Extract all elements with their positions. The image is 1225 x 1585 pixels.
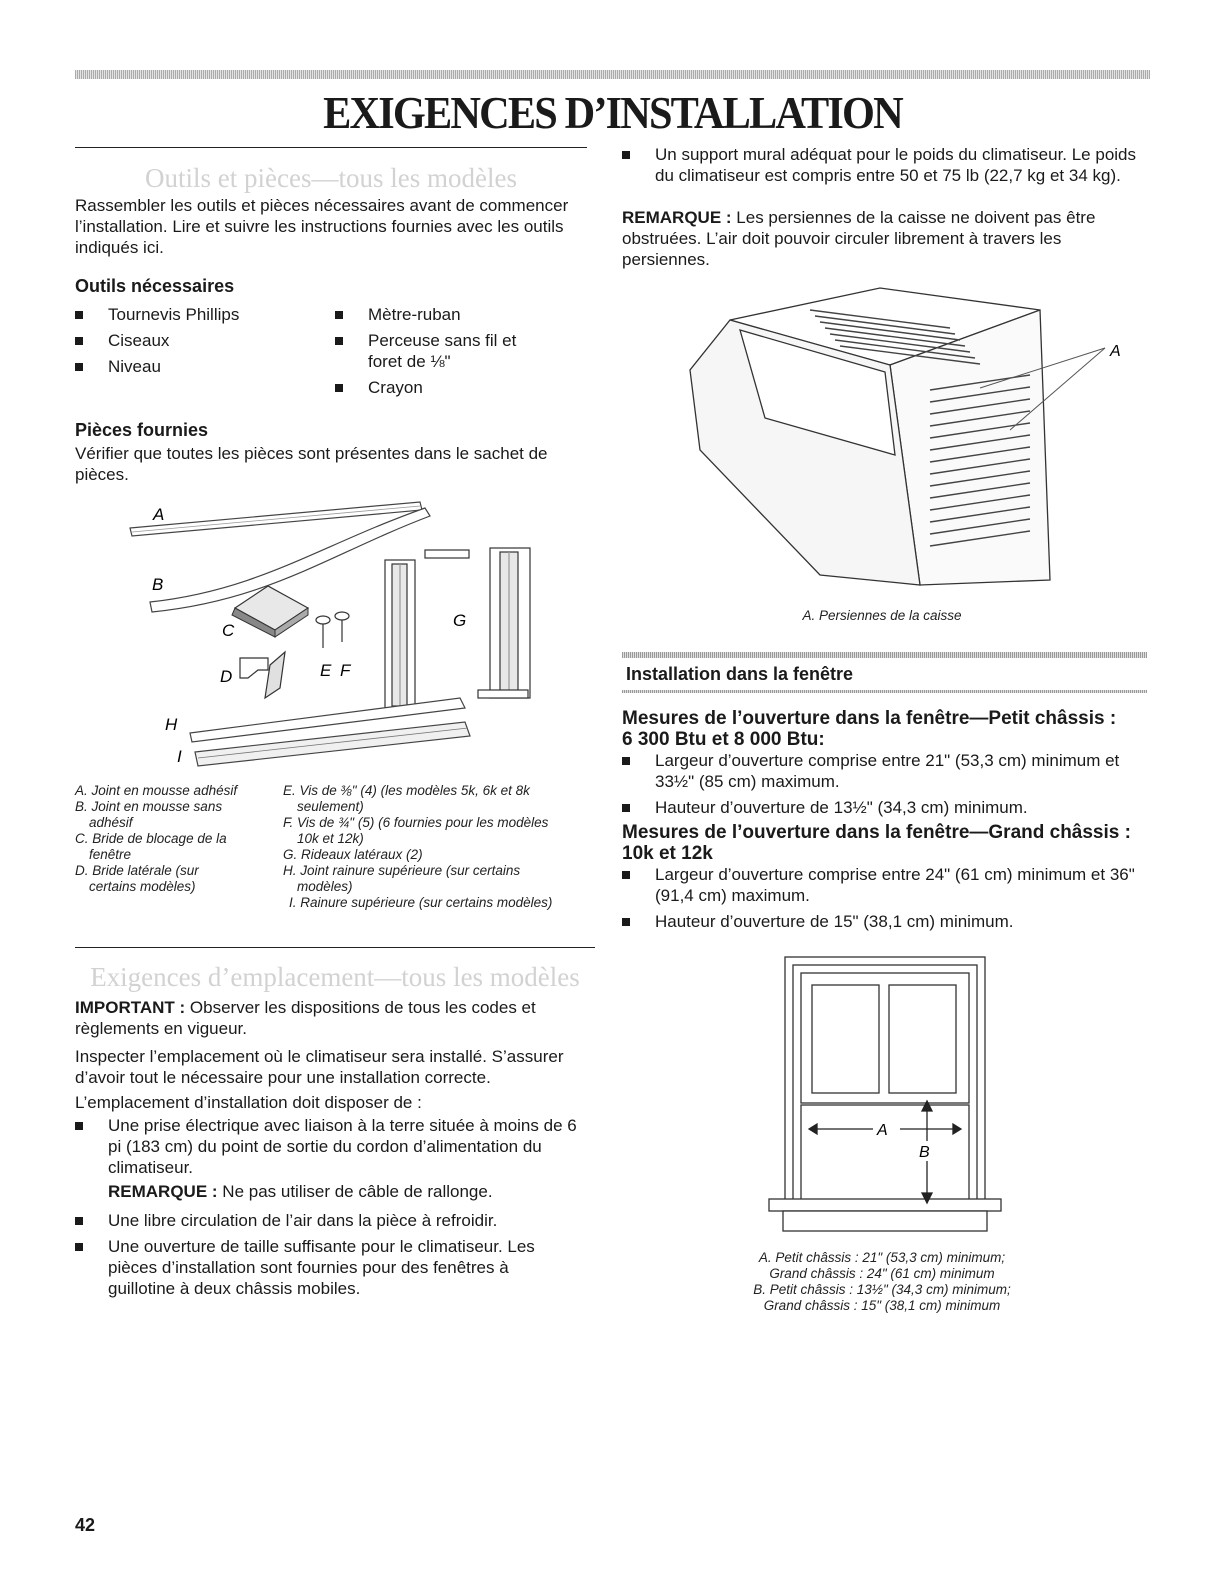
tools-intro: Rassembler les outils et pièces nécessaires avant de commencer l’installation. Lire et suivre les instructions fournies avec les outils indiqués ici.: [75, 196, 569, 257]
note-louvers: [622, 207, 1132, 270]
parts-illustration: [120, 490, 580, 770]
list-item: Une ouverture de taille suffisante pour le climatiseur. Les pièces d’installation sont fournies pour des fenêtres à guillotine à deux châssis mobiles.: [75, 1236, 575, 1299]
tools-section-heading: Outils et pièces—tous les modèles: [145, 163, 517, 193]
top-decorative-bar: [75, 70, 1150, 79]
caption-line: B. Petit châssis : 13½" (34,3 cm) minimum;: [753, 1282, 1011, 1297]
caption-line: G. Rideaux latéraux (2): [283, 847, 423, 862]
heading-line: Mesures de l’ouverture dans la fenêtre—Petit châssis :: [622, 708, 1117, 729]
window-captions: [622, 1250, 1142, 1314]
caption-line: modèles): [297, 879, 353, 894]
location-section-heading: Exigences d’emplacement—tous les modèles: [90, 962, 580, 992]
location-list-1: [75, 1115, 585, 1183]
heading-line: Mesures de l’ouverture dans la fenêtre—Grand châssis :: [622, 822, 1131, 843]
page-title: EXIGENCES D’INSTALLATION: [323, 87, 902, 138]
caption-line: seulement): [297, 799, 364, 814]
list-item: Largeur d’ouverture comprise entre 21" (53,3 cm) minimum et 33½" (85 cm) maximum.: [622, 750, 1147, 792]
note-no-extension: [108, 1181, 588, 1202]
caption-line: F. Vis de ¾" (5) (6 fournies pour les modèles: [283, 815, 549, 830]
caption-line: A. Petit châssis : 21" (53,3 cm) minimum;: [758, 1250, 1006, 1265]
parts-title: Pièces fournies: [75, 420, 209, 440]
caption-line: A. Joint en mousse adhésif: [75, 783, 238, 798]
parts-label-b: B: [152, 575, 164, 594]
note-text: Ne pas utiliser de câble de rallonge.: [217, 1182, 493, 1201]
parts-label-i: I: [177, 747, 182, 766]
parts-label-e: E: [320, 661, 332, 680]
parts-label-d: D: [220, 667, 233, 686]
parts-label-c: C: [222, 621, 235, 640]
list-item: Mètre-ruban: [335, 304, 555, 325]
list-item: Une prise électrique avec liaison à la terre située à moins de 6 pi (183 cm) du point de sortie du cordon d’alimentation du climatiseur.: [75, 1115, 585, 1178]
list-item: Largeur d’ouverture comprise entre 24" (61 cm) minimum et 36" (91,4 cm) maximum.: [622, 864, 1147, 906]
window-label-a: A: [877, 1122, 888, 1139]
caption-line: I. Rainure supérieure (sur certains modèles): [289, 895, 553, 910]
note-label: REMARQUE :: [622, 208, 732, 227]
parts-intro: Vérifier que toutes les pièces sont présentes dans le sachet de pièces.: [75, 444, 548, 484]
list-item: Tournevis Phillips: [75, 304, 295, 325]
grey-divider: [622, 690, 1147, 693]
window-label-b: B: [919, 1144, 930, 1161]
unit-label-a: A: [1110, 343, 1121, 360]
parts-label-a: A: [153, 505, 165, 524]
window-install-title: Installation dans la fenêtre: [626, 664, 854, 684]
note-text: Les persiennes de la caisse ne doivent pas être obstruées. L’air doit pouvoir circuler librement à travers les persiennes.: [622, 208, 1096, 269]
window-illustration: [765, 955, 1005, 1235]
list-item: Crayon: [335, 377, 555, 398]
page-number: 42: [75, 1515, 96, 1535]
caption-line: Grand châssis : 15" (38,1 cm) minimum: [763, 1298, 1001, 1313]
caption-line: H. Joint rainure supérieure (sur certains: [283, 863, 521, 878]
small-sash-list: [622, 750, 1147, 823]
large-sash-list: [622, 864, 1147, 937]
unit-caption: A. Persiennes de la caisse: [802, 608, 962, 623]
caption-line: E. Vis de ⅜" (4) (les modèles 5k, 6k et 8k: [283, 783, 530, 798]
small-sash-heading: [622, 708, 1147, 750]
parts-label-h: H: [165, 715, 178, 734]
caption-line: adhésif: [89, 815, 133, 830]
list-item: Une libre circulation de l’air dans la pièce à refroidir.: [75, 1210, 575, 1231]
important-paragraph: [75, 997, 590, 1039]
wall-support-list: [622, 144, 1142, 191]
caption-line: C. Bride de blocage de la: [75, 831, 227, 846]
inspect-paragraph: Inspecter l’emplacement où le climatiseur sera installé. S’assurer d’avoir tout le nécessaire pour une installation correcte.: [75, 1047, 564, 1087]
tools-list-2: [335, 304, 555, 403]
note-label: REMARQUE :: [108, 1182, 218, 1201]
list-item: Niveau: [75, 356, 295, 377]
air-conditioner-illustration: [680, 280, 1140, 605]
tools-title: Outils nécessaires: [75, 276, 235, 296]
parts-captions-2: [283, 783, 593, 911]
important-label: IMPORTANT :: [75, 998, 186, 1017]
list-item: Hauteur d’ouverture de 15" (38,1 cm) minimum.: [622, 911, 1147, 932]
caption-line: B. Joint en mousse sans: [75, 799, 223, 814]
heading-line: 10k et 12k: [622, 843, 713, 864]
important-text: Observer les dispositions de tous les codes et règlements en vigueur.: [75, 998, 536, 1038]
large-sash-heading: [622, 822, 1147, 864]
caption-line: certains modèles): [89, 879, 196, 894]
tools-list-1: [75, 304, 295, 382]
list-item: Un support mural adéquat pour le poids du climatiseur. Le poids du climatiseur est compris entre 50 et 75 lb (22,7 kg et 34 kg).: [622, 144, 1142, 186]
list-item: Hauteur d’ouverture de 13½" (34,3 cm) minimum.: [622, 797, 1147, 818]
grey-divider: [622, 652, 1147, 658]
parts-captions-1: [75, 783, 280, 895]
parts-label-f: F: [340, 661, 351, 680]
must-have-paragraph: L’emplacement d’installation doit disposer de :: [75, 1093, 422, 1112]
list-item: Perceuse sans fil et foret de ⅛": [335, 330, 538, 372]
caption-line: D. Bride latérale (sur: [75, 863, 199, 878]
section-divider: [75, 147, 587, 148]
caption-line: 10k et 12k): [297, 831, 364, 846]
heading-line: 6 300 Btu et 8 000 Btu:: [622, 729, 825, 750]
section-divider: [75, 947, 595, 948]
caption-line: fenêtre: [89, 847, 132, 862]
list-item: Ciseaux: [75, 330, 295, 351]
parts-label-g: G: [453, 611, 467, 630]
caption-line: Grand châssis : 24" (61 cm) minimum: [769, 1266, 995, 1281]
location-list-2: [75, 1210, 575, 1304]
